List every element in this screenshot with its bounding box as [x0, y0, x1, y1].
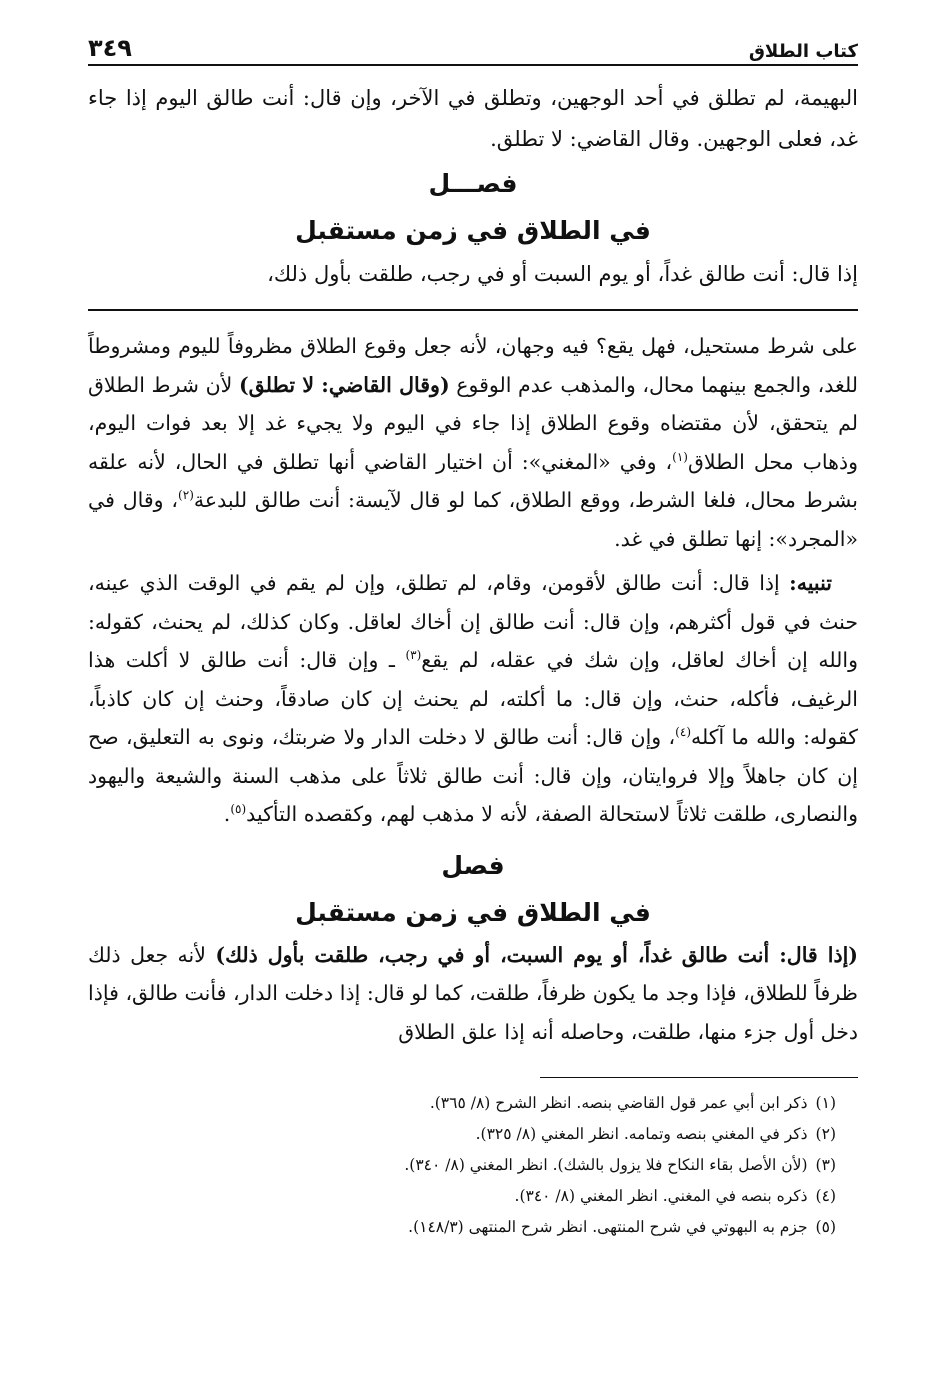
footnote-item	[88, 1181, 836, 1212]
commentary-text: ، وفي «المغني»: أن اختيار القاضي أنها تطلق في الحال، لأنه علقه بشرط محال، فلغا الشرط، ووقع الطلاق، كما لو قال لآيسة: أنت طالق للبدعة	[88, 449, 858, 512]
footnote-item	[88, 1088, 836, 1119]
running-header	[88, 28, 858, 66]
footnotes-list	[88, 1088, 858, 1243]
fasl-heading: فصـــل	[428, 169, 518, 198]
section-title: في الطلاق في زمن مستقبل	[295, 216, 651, 245]
commentary-text: ، وإن قال: أنت طالق لا دخلت الدار ولا ضربتك، ونوى به التعليق، صح إن كان جاهلاً وإلا فروايتان، وإن قال: أنت طالق ثلاثاً على مذهب السنة والشيعة واليهود والنصارى، طلقت ثلاثاً لاستحالة الصفة، لأنه لا مذهب لهم، وكقصده التأكيد	[88, 725, 858, 826]
note-paragraph	[88, 564, 858, 834]
quoted-matn: (إذا قال: أنت طالق غداً، أو يوم السبت، أو في رجب، طلقت بأول ذلك)	[215, 942, 858, 967]
footnote-ref: (٥)	[230, 802, 247, 817]
commentary-text: ، وقال في «المجرد»: إنها تطلق في غد.	[88, 488, 858, 551]
matn-block	[88, 78, 858, 295]
page-number: ٣٤٩	[88, 34, 132, 62]
matn-line: إذا قال: أنت طالق غداً، أو يوم السبت أو في رجب، طلقت بأول ذلك،	[267, 262, 858, 286]
footnote-text: ذكر ابن أبي عمر قول القاضي بنصه. انظر الشرح (٨/ ٣٦٥).	[429, 1094, 808, 1112]
footnote-number: (٢)	[815, 1125, 836, 1143]
commentary-text: ـ وإن قال: أنت طالق لا أكلت هذا الرغيف، فأكله، حنث، وإن قال: ما أكلته، لم يحنث إن كان صادقاً، وحنث إن كان كاذباً، كقوله: والله ما آكله	[88, 648, 858, 749]
footnote-text: ذكر في المغني بنصه وتمامه. انظر المغني (٨/ ٣٢٥).	[475, 1125, 808, 1143]
footnote-item	[88, 1150, 836, 1181]
commentary-text: .	[223, 802, 231, 826]
footnote-ref: (٤)	[675, 725, 691, 740]
footnote-number: (٤)	[815, 1187, 836, 1205]
footnote-text: جزم به البهوتي في شرح المنتهى. انظر شرح المنتهى (١٤٨/٣).	[408, 1218, 808, 1236]
commentary-text: على شرط مستحيل، فهل يقع؟ فيه وجهان، لأنه جعل وقوع الطلاق مظروفاً لليوم ومشروطاً للغد، والجمع بينهما محال، والمذهب عدم الوقوع	[88, 334, 858, 397]
footnote-number: (٣)	[815, 1156, 836, 1174]
fasl-heading: فصل	[441, 850, 505, 880]
commentary-text: إذا قال: أنت طالق لأقومن، وقام، لم تطلق، وإن لم يقم في الوقت الذي عينه، حنث في قول أكثرهم، وإن قال: أنت طالق إن أخاك لعاقل. وكان كذلك، لم يحنث، كقوله: والله إن أخاك لعاقل، وإن شك في عقله، لم يقع	[88, 571, 858, 672]
section-title: في الطلاق في زمن مستقبل	[295, 897, 651, 927]
footnote-number: (١)	[815, 1094, 836, 1112]
book-page	[88, 28, 858, 1243]
commentary-paragraph	[88, 327, 858, 558]
matn-paragraph: البهيمة، لم تطلق في أحد الوجهين، وتطلق في الآخر، وإن قال: أنت طالق اليوم إذا جاء غد، فعلى الوجهين. وقال القاضي: لا تطلق.	[88, 86, 858, 151]
commentary-paragraph	[88, 936, 858, 1052]
commentary-text: لأن شرط الطلاق لم يتحقق، لأن مقتضاه وقوع الطلاق إذا جاء في اليوم ولا يجيء غد إلا بعد فوات اليوم، وذهاب محل الطلاق	[88, 372, 858, 474]
matn-divider	[88, 309, 858, 311]
footnote-text: ذكره بنصه في المغني. انظر المغني (٨/ ٣٤٠).	[514, 1187, 808, 1205]
footnote-ref: (١)	[672, 449, 688, 464]
footnote-text: (لأن الأصل بقاء النكاح فلا يزول بالشك). انظر المغني (٨/ ٣٤٠).	[404, 1156, 808, 1174]
book-title: كتاب الطلاق	[748, 41, 858, 62]
footnote-ref: (٣)	[405, 648, 422, 663]
commentary-text: لأنه جعل ذلك ظرفاً للطلاق، فإذا وجد ما يكون ظرفاً، طلقت، كما لو قال: إذا دخلت الدار، فأنت طالق، فإذا دخل أول جزء منها، طلقت، وحاصله أنه إذا علق الطلاق	[88, 942, 858, 1044]
commentary-block	[88, 327, 858, 1051]
note-label: تنبيه:	[789, 571, 832, 595]
quoted-matn: (وقال القاضي: لا تطلق)	[238, 372, 450, 397]
footnote-ref: (٢)	[178, 488, 194, 503]
footnote-number: (٥)	[815, 1218, 836, 1236]
footnote-divider	[540, 1077, 858, 1078]
footnote-item	[88, 1212, 836, 1243]
footnote-item	[88, 1119, 836, 1150]
